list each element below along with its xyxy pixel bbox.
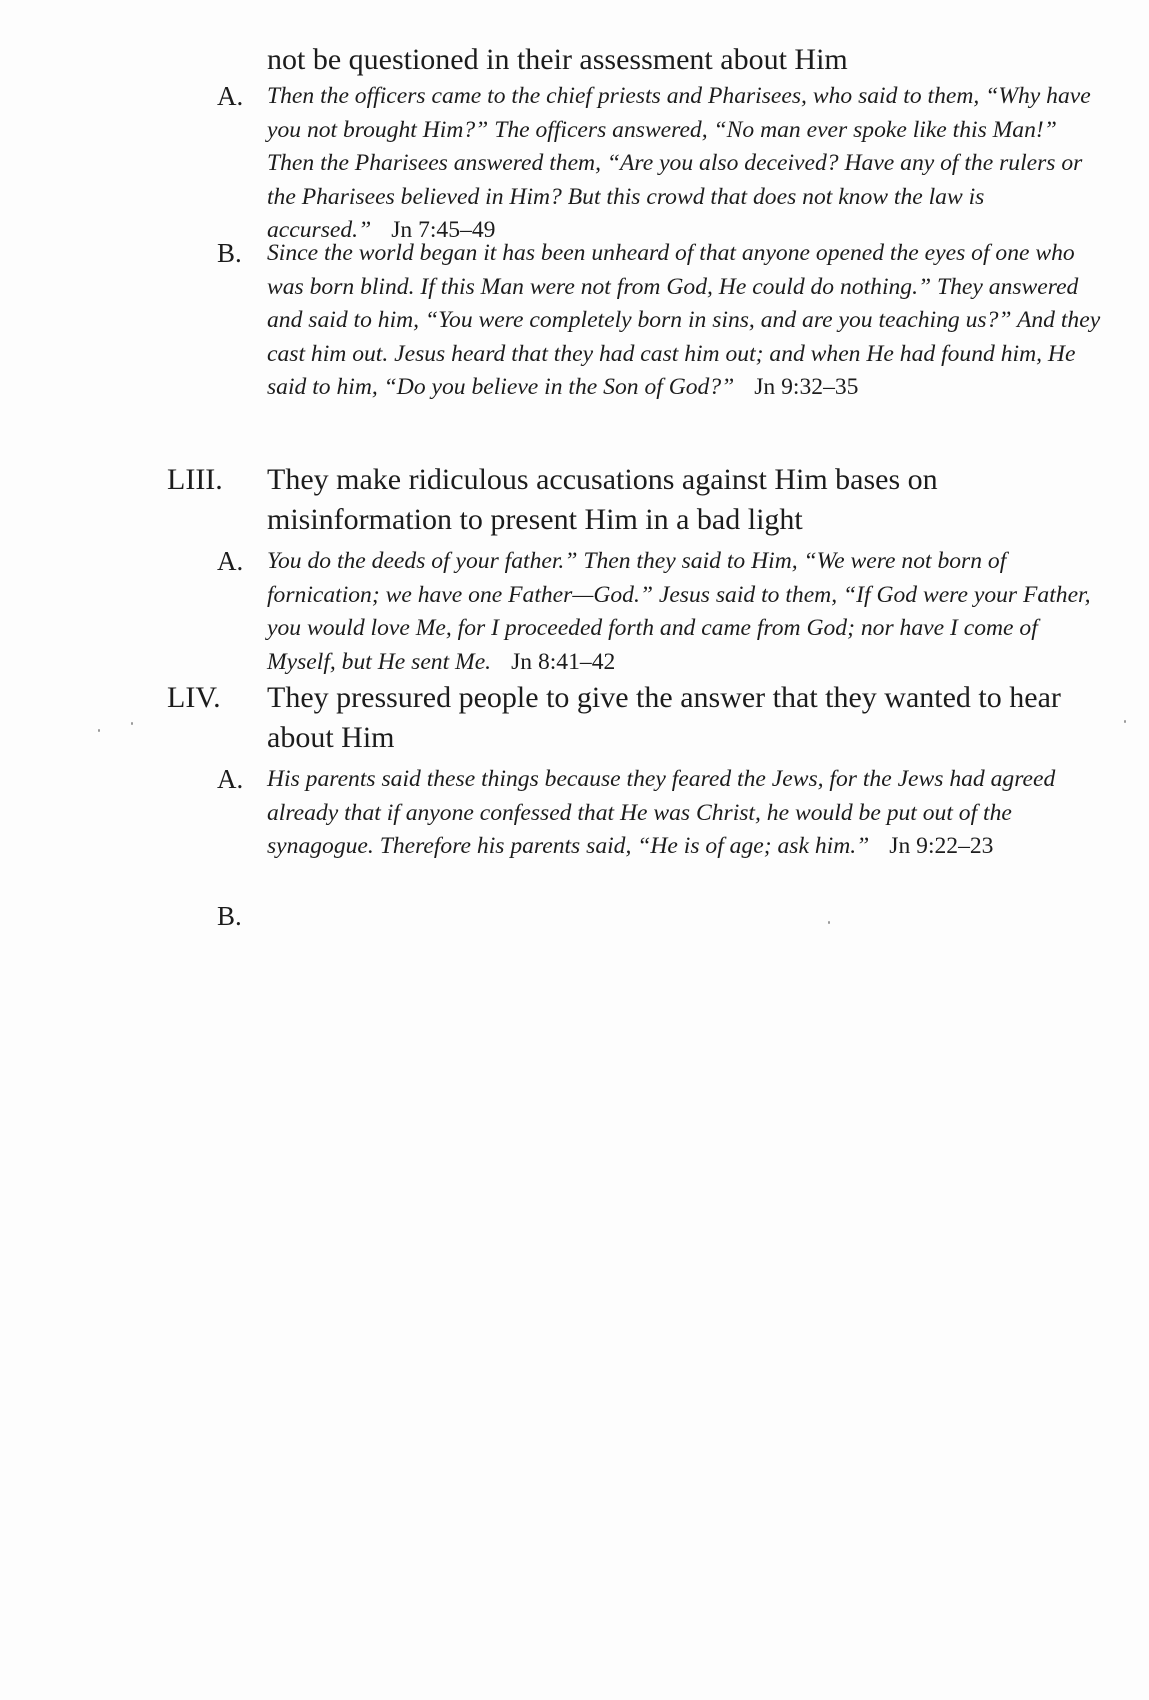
section-numeral: LIII. xyxy=(167,463,223,496)
item-letter-a: A. xyxy=(217,764,244,794)
scripture-reference: Jn 7:45–49 xyxy=(391,217,496,244)
scan-speck xyxy=(131,722,133,725)
scan-speck xyxy=(1124,720,1126,723)
scripture-reference: Jn 8:41–42 xyxy=(511,648,616,675)
item-letter-b: B. xyxy=(217,238,242,268)
section-numeral: LIV. xyxy=(167,681,221,714)
item-letter-a: A. xyxy=(217,546,244,576)
section-heading: They make ridiculous accusations against Him bases on misinformation to present Him in a bad light xyxy=(267,463,938,536)
scripture-quote: Then the officers came to the chief priests and Pharisees, who said to them, “Why have you not brought Him?” The officers answered, “No man ever spoke like this Man!” Then the Pharisees answered them, “Are you also deceived? Have any of the rulers or the Pharisees believed in Him? But this crowd that does not know the law is accursed.” xyxy=(267,83,1091,244)
scan-speck xyxy=(98,729,100,732)
scripture-quote: Since the world began it has been unheard of that anyone opened the eyes of one who was born blind. If this Man were not from God, He could do nothing.” They answered and said to him, “You were completely born in sins, and are you teaching us?” And they cast him out. Jesus heard that they had cast him out; and when He had found him, He said to him, “Do you believe in the Son of God?” xyxy=(267,240,1101,401)
item-letter-b: B. xyxy=(217,901,242,931)
section-heading: They pressured people to give the answer that they wanted to hear about Him xyxy=(267,681,1061,754)
scripture-reference: Jn 9:22–23 xyxy=(889,833,994,860)
item-letter-a: A. xyxy=(217,81,244,111)
outline-item xyxy=(267,545,1107,679)
continued-heading: not be questioned in their assessment about Him xyxy=(267,43,848,76)
outline-item xyxy=(267,80,1107,248)
scripture-quote: His parents said these things because they feared the Jews, for the Jews had agreed already that if anyone confessed that He was Christ, he would be put out of the synagogue. Therefore his parents said, “He is of age; ask him.” xyxy=(267,766,1056,860)
outline-item xyxy=(267,237,1107,405)
scripture-reference: Jn 9:32–35 xyxy=(754,374,859,401)
scan-speck xyxy=(828,921,830,924)
scripture-quote: You do the deeds of your father.” Then they said to Him, “We were not born of fornication; we have one Father—God.” Jesus said to them, “If God were your Father, you would love Me, for I proceeded forth and came from God; nor have I come of Myself, but He sent Me. xyxy=(267,548,1091,675)
outline-item xyxy=(267,900,1107,934)
outline-item xyxy=(267,763,1107,864)
